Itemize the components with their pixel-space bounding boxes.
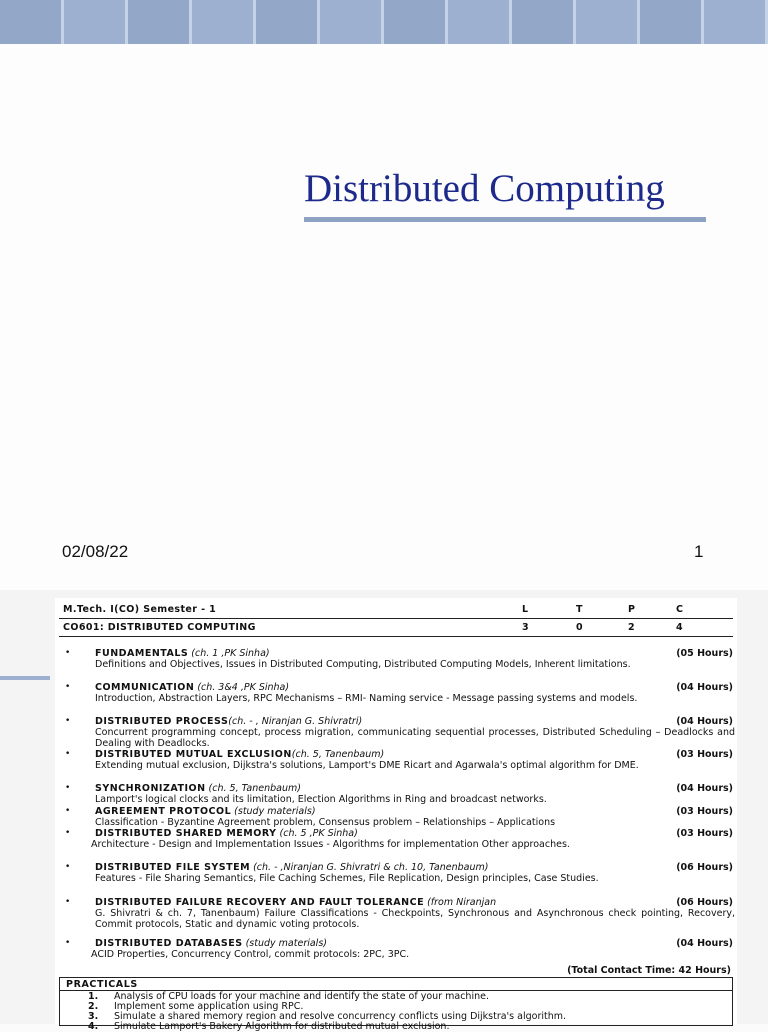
practical-item: 2. Implement some application using RPC. — [88, 1001, 304, 1012]
topic-item: • DISTRIBUTED PROCESS(ch. - , Niranjan G. Shivratri) (04 Hours) Concurrent programming concept, process migration, communicating sequential processes, Distributed Scheduling – Deadlocks and Dealing with Deadlocks. — [65, 716, 735, 749]
semester-heading: M.Tech. I(CO) Semester - 1 — [63, 604, 217, 615]
practicals-title: PRACTICALS — [66, 979, 138, 990]
title-underline — [304, 217, 706, 222]
header-rule — [59, 636, 733, 637]
practical-item: 1. Analysis of CPU loads for your machine and identify the state of your machine. — [88, 991, 489, 1002]
topic-item: • DISTRIBUTED SHARED MEMORY (ch. 5 ,PK Sinha) (03 Hours) Architecture - Design and Implementation Issues - Algorithms for implementation Other approaches. — [65, 828, 733, 850]
credit-l: 3 — [522, 622, 529, 633]
col-t: T — [576, 604, 583, 615]
col-p: P — [628, 604, 635, 615]
topic-item: • SYNCHRONIZATION (ch. 5, Tanenbaum) (04 Hours) Lamport's logical clocks and its limitation, Election Algorithms in Ring and broadcast networks. — [65, 783, 733, 805]
col-l: L — [522, 604, 529, 615]
topic-item: • COMMUNICATION (ch. 3&4 ,PK Sinha) (04 Hours) Introduction, Abstraction Layers, RPC Mechanisms – RMI- Naming service - Message passing systems and models. — [65, 682, 733, 704]
topic-item: • DISTRIBUTED FAILURE RECOVERY AND FAULT TOLERANCE (from Niranjan (06 Hours) G. Shivratri & ch. 7, Tanenbaum) Failure Classifications - Checkpoints, Synchronous and Asynchronous check pointing, Recovery, Commit protocols, Static and dynamic voting protocols. — [65, 897, 735, 930]
course-heading: CO601: DISTRIBUTED COMPUTING — [63, 622, 256, 633]
slide-number: 1 — [694, 542, 704, 561]
syllabus-document — [55, 598, 737, 1032]
practical-item: 4. Simulate Lamport's Bakery Algorithm for distributed mutual exclusion. — [88, 1021, 450, 1032]
left-accent-bar — [0, 676, 50, 680]
practicals-box — [59, 977, 733, 1032]
topic-item: • DISTRIBUTED FILE SYSTEM (ch. - ,Niranjan G. Shivratri & ch. 10, Tanenbaum) (06 Hours) Features - File Sharing Semantics, File Caching Schemes, File Replication, Design principles, Case Studies. — [65, 862, 733, 884]
topic-item: • AGREEMENT PROTOCOL (study materials) (03 Hours) Classification - Byzantine Agreement problem, Consensus problem – Relationships – Applications — [65, 806, 733, 828]
slide-title: Distributed Computing — [304, 167, 665, 210]
header-rule — [59, 618, 733, 619]
total-contact-time: (Total Contact Time: 42 Hours) — [567, 965, 731, 976]
decorative-top-bar — [0, 0, 768, 44]
topic-item: • DISTRIBUTED DATABASES (study materials) (04 Hours) ACID Properties, Concurrency Control, commit protocols: 2PC, 3PC. — [65, 938, 733, 960]
credit-t: 0 — [576, 622, 583, 633]
col-c: C — [676, 604, 683, 615]
credit-c: 4 — [676, 622, 683, 633]
topic-item: • DISTRIBUTED MUTUAL EXCLUSION(ch. 5, Tanenbaum) (03 Hours) Extending mutual exclusion, Dijkstra's solutions, Lamport's DME Ricart and Agarwala's optimal algorithm for DME. — [65, 749, 733, 771]
slide-date: 02/08/22 — [62, 542, 129, 561]
practical-item: 3. Simulate a shared memory region and resolve concurrency conflicts using Dijkstra's algorithm. — [88, 1011, 567, 1022]
credit-p: 2 — [628, 622, 635, 633]
topic-item: • FUNDAMENTALS (ch. 1 ,PK Sinha) (05 Hours) Definitions and Objectives, Issues in Distributed Computing, Distributed Computing Models, Inherent limitations. — [65, 648, 733, 670]
